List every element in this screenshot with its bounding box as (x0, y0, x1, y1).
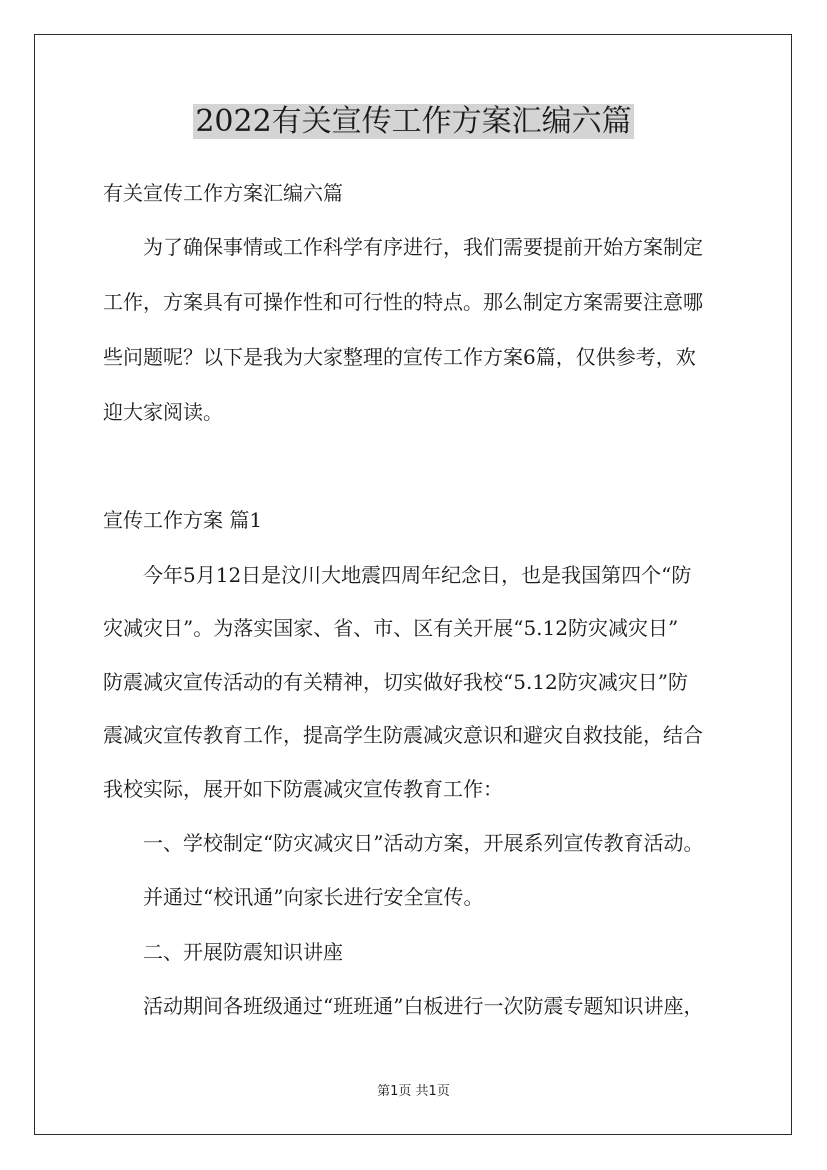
paragraph-line: 工作，方案具有可操作性和可行性的特点。那么制定方案需要注意哪 (103, 290, 703, 314)
paragraph-line: 我校实际，展开如下防震减灾宣传教育工作： (103, 777, 503, 801)
page-footer: 第1页 共1页 (377, 1084, 450, 1099)
list-item-line: 一、学校制定“防灾减灾日”活动方案，开展系列宣传教育活动。 (143, 831, 704, 855)
document-title (0, 100, 827, 144)
paragraph-line: 为了确保事情或工作科学有序进行，我们需要提前开始方案制定 (143, 235, 703, 259)
document-title-text: 2022有关宣传工作方案汇编六篇 (195, 104, 632, 139)
paragraph-line: 防震减灾宣传活动的有关精神，切实做好我校“5.12防灾减灾日”防 (103, 670, 688, 694)
subtitle-line: 有关宣传工作方案汇编六篇 (103, 181, 343, 205)
paragraph-line: 今年5月12日是汶川大地震四周年纪念日，也是我国第四个“防 (143, 563, 692, 587)
paragraph-line: 些问题呢？以下是我为大家整理的宣传工作方案6篇，仅供参考，欢 (103, 345, 696, 369)
paragraph-line: 并通过“校讯通”向家长进行安全宣传。 (143, 885, 484, 909)
paragraph-line: 迎大家阅读。 (103, 400, 223, 424)
paragraph-line: 活动期间各班级通过“班班通”白板进行一次防震专题知识讲座， (143, 994, 704, 1018)
paragraph-line: 灾减灾日”。为落实国家、省、市、区有关开展“5.12防灾减灾日” (103, 616, 679, 640)
paragraph-line: 震减灾宣传教育工作，提高学生防震减灾意识和避灾自救技能，结合 (103, 723, 703, 747)
list-item-line: 二、开展防震知识讲座 (143, 940, 343, 964)
section-heading: 宣传工作方案 篇1 (103, 508, 263, 532)
